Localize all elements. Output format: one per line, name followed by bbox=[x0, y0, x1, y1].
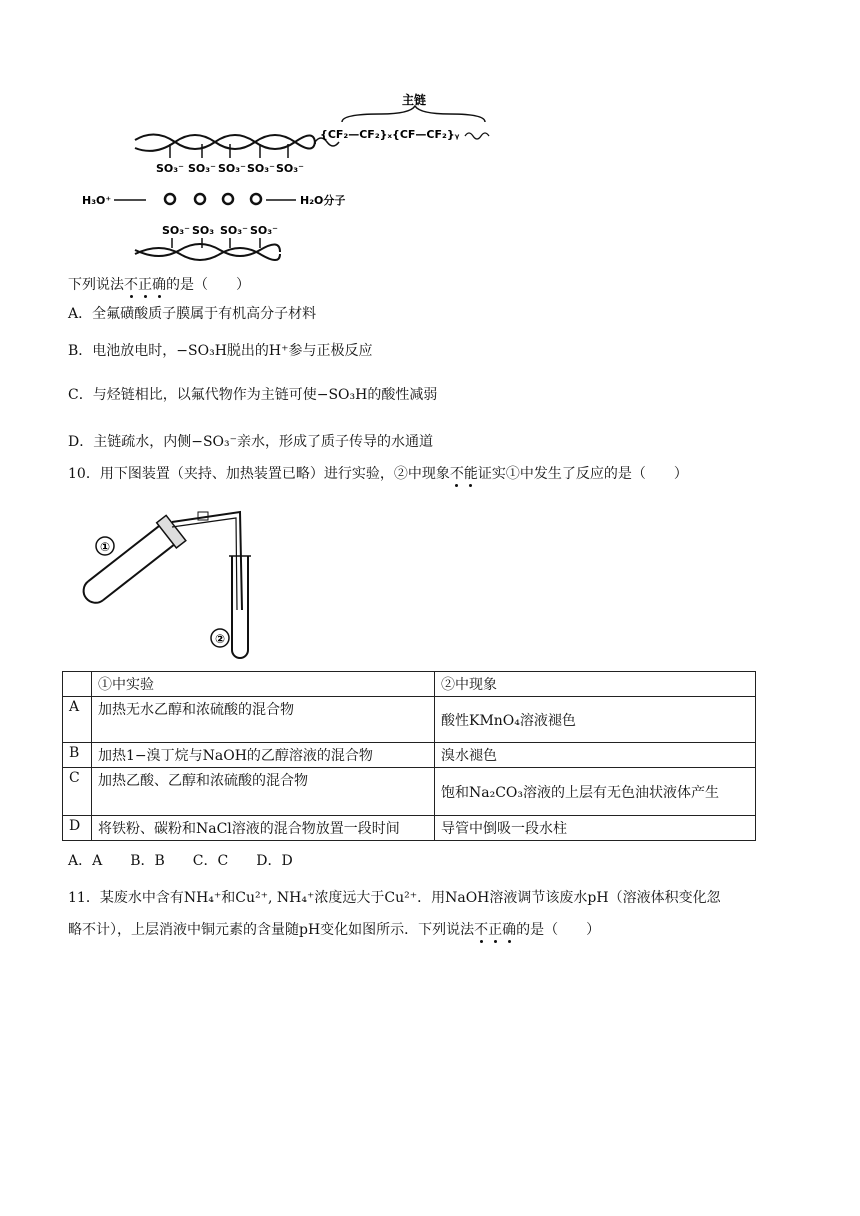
q11-line-2: 略不计），上层消液中铜元素的含量随pH变化如图所示．下列说法不正确的是（ ） bbox=[68, 922, 601, 938]
chain-formula: {CF₂—CF₂}ₓ{CF—CF₂}ᵧ bbox=[320, 128, 460, 141]
sulfonate-bottom-4: SO₃⁻ bbox=[250, 224, 278, 237]
table-header-row bbox=[63, 672, 756, 697]
sulfonate-bottom-3: SO₃⁻ bbox=[220, 224, 248, 237]
q10-emphasis bbox=[450, 466, 478, 482]
sulfonate-top-3: SO₃⁻ bbox=[218, 162, 246, 175]
q11-line-1: 11．某废水中含有NH₄⁺和Cu²⁺, NH₄⁺浓度远大于Cu²⁺．用NaOH溶液调节该废水pH（溶液体积变化忽 bbox=[68, 890, 721, 906]
sulfonate-bottom-1: SO₃⁻ bbox=[162, 224, 190, 237]
emphasis-char: 正 bbox=[488, 922, 503, 938]
header-experiment: ①中实验 bbox=[92, 672, 435, 697]
q10-choices: A．A B．B C．C D．D bbox=[68, 853, 293, 869]
q9-option-a: A．全氟磺酸质子膜属于有机高分子材料 bbox=[68, 306, 317, 322]
hydronium-label: H₃O⁺ bbox=[82, 194, 112, 207]
sulfonate-top-5: SO₃⁻ bbox=[276, 162, 304, 175]
q9-option-d: D．主链疏水，内侧−SO₃⁻亲水，形成了质子传导的水通道 bbox=[68, 434, 434, 450]
emphasis-char: 确 bbox=[502, 922, 517, 938]
tube1-label: ① bbox=[100, 540, 111, 554]
sulfonate-bottom-2: SO₃ bbox=[192, 224, 215, 237]
table-row: B 加热1−溴丁烷与NaOH的乙醇溶液的混合物 溴水褪色 bbox=[63, 743, 756, 768]
q9-option-b: B．电池放电时，−SO₃H脱出的H⁺参与正极反应 bbox=[68, 343, 373, 359]
emphasis-char: 能 bbox=[463, 466, 478, 482]
emphasis-char: 不 bbox=[449, 466, 464, 482]
emphasis-char: 不 bbox=[474, 922, 489, 938]
water-molecule-label: H₂O分子 bbox=[300, 194, 346, 207]
q10-options-table bbox=[62, 671, 756, 841]
q9-option-c: C．与烃链相比，以氟代物作为主链可使−SO₃H的酸性减弱 bbox=[68, 387, 438, 403]
sulfonate-top-1: SO₃⁻ bbox=[156, 162, 184, 175]
table-row: A 加热无水乙醇和浓硫酸的混合物 酸性KMnO₄溶液褪色 bbox=[63, 697, 756, 743]
emphasis-char: 确 bbox=[152, 277, 166, 293]
q11-emphasis bbox=[474, 922, 516, 938]
q9-emphasis bbox=[124, 277, 166, 293]
header-observation: ②中现象 bbox=[435, 672, 756, 697]
main-chain-label: 主链 bbox=[402, 93, 427, 107]
sulfonate-top-4: SO₃⁻ bbox=[247, 162, 275, 175]
q10-stem: 10．用下图装置（夹持、加热装置已略）进行实验，②中现象不能证实①中发生了反应的是（ ） bbox=[68, 466, 688, 482]
apparatus-diagram bbox=[80, 500, 280, 668]
table-row: C 加热乙酸、乙醇和浓硫酸的混合物 饱和Na₂CO₃溶液的上层有无色油状液体产生 bbox=[63, 768, 756, 816]
membrane-structure-figure bbox=[80, 92, 520, 267]
table-row: D 将铁粉、碳粉和NaCl溶液的混合物放置一段时间 导管中倒吸一段水柱 bbox=[63, 816, 756, 841]
sulfonate-top-2: SO₃⁻ bbox=[188, 162, 216, 175]
q9-stem: 下列说法不正确的是（ ） bbox=[68, 277, 250, 293]
emphasis-char: 正 bbox=[138, 277, 152, 293]
tube2-label: ② bbox=[215, 632, 226, 646]
emphasis-char: 不 bbox=[124, 277, 138, 293]
